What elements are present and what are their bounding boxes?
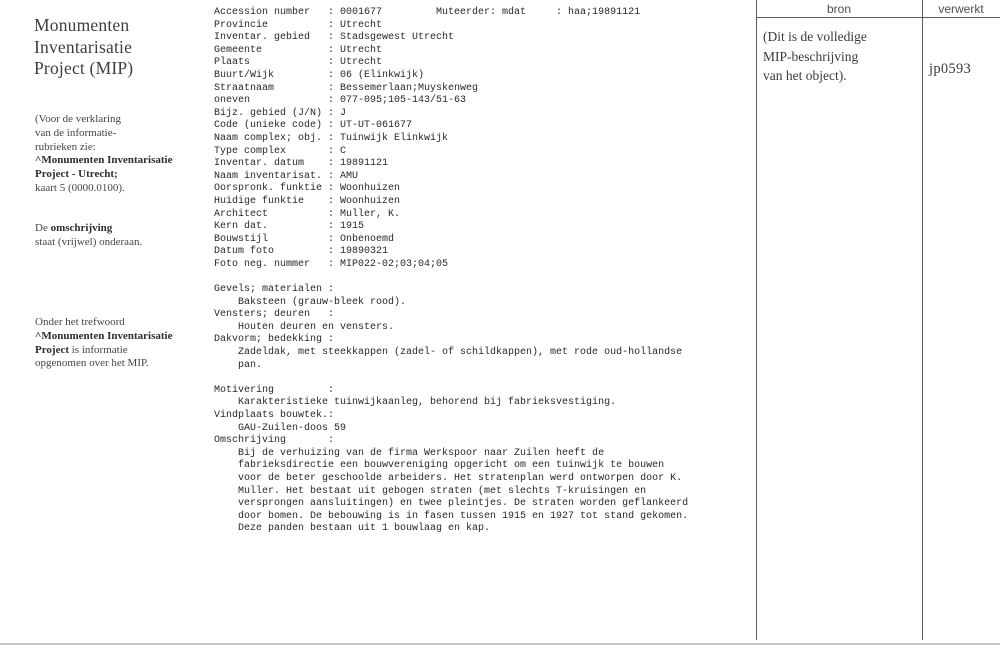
mip-title-line: Project (MIP) bbox=[34, 58, 134, 78]
keyword-note-bold-line: ^Monumenten Inventarisatie bbox=[35, 329, 173, 342]
bron-column-header: bron bbox=[826, 2, 852, 16]
typed-line: Inventar. datum : 19891121 bbox=[214, 158, 389, 170]
typed-line: GAU-Zuilen-doos 59 bbox=[214, 422, 347, 434]
typed-line: Kern dat. : 1915 bbox=[214, 221, 365, 233]
typed-line: Zadeldak, met steekkappen (zadel- of schildkappen), met rode oud-hollandse bbox=[214, 347, 683, 359]
typed-line: Provincie : Utrecht bbox=[214, 19, 383, 31]
typed-line: Houten deuren en vensters. bbox=[214, 321, 395, 333]
typed-line: fabrieksdirectie een bouwvereniging opgericht om een tuinwijk te bouwen bbox=[214, 460, 665, 472]
typed-line bbox=[214, 271, 734, 284]
typed-line: Bij de verhuizing van de firma Werkspoor naar Zuilen heeft de bbox=[214, 447, 605, 459]
mip-title-line: Inventarisatie bbox=[34, 36, 133, 57]
reference-note-line: (Voor de verklaring bbox=[35, 113, 121, 125]
typed-line: Gevels; materialen : bbox=[214, 284, 335, 296]
typed-line: Foto neg. nummer : MIP022-02;03;04;05 bbox=[214, 258, 449, 270]
typed-line: Vensters; deuren : bbox=[214, 309, 335, 321]
typed-line: Straatnaam : Bessemerlaan;Muyskenweg bbox=[214, 82, 479, 94]
reference-note bbox=[35, 113, 187, 196]
typed-line: Omschrijving : bbox=[214, 435, 335, 447]
typed-line: Plaats : Utrecht bbox=[214, 57, 383, 69]
reference-note-bold-line: Project - Utrecht; bbox=[35, 168, 118, 181]
description-note-line: De omschrijving bbox=[35, 222, 113, 234]
keyword-note-line: Project is informatie bbox=[35, 343, 128, 356]
typed-line: door bomen. De bebouwing is in fasen tussen 1915 en 1927 tot stand gekomen. bbox=[214, 510, 689, 522]
typed-line: Dakvorm; bedekking : bbox=[214, 334, 335, 346]
typed-line: voor de beter geschoolde arbeiders. Het stratenplan werd ontworpen door K. bbox=[214, 472, 683, 484]
bron-note-line: (Dit is de volledige bbox=[763, 29, 867, 44]
reference-note-line: rubrieken zie: bbox=[35, 140, 96, 153]
typed-line: Gemeente : Utrecht bbox=[214, 44, 383, 56]
description-note-line: staat (vrijwel) onderaan. bbox=[35, 235, 143, 248]
typed-line: oneven : 077-095;105-143/51-63 bbox=[214, 95, 467, 107]
page-bottom-scan-edge bbox=[0, 643, 1000, 645]
typed-line: Naam complex; obj. : Tuinwijk Elinkwijk bbox=[214, 132, 449, 144]
stamp-table-divider-rule bbox=[922, 0, 923, 640]
stamp-table-header-rule bbox=[756, 17, 1000, 18]
typed-line bbox=[214, 372, 734, 385]
typed-line: Architect : Muller, K. bbox=[214, 208, 401, 220]
typed-line: Huidige funktie : Woonhuizen bbox=[214, 195, 401, 207]
typed-line: pan. bbox=[214, 359, 263, 371]
typed-line: Inventar. gebied : Stadsgewest Utrecht bbox=[214, 32, 455, 44]
keyword-note-line: opgenomen over het MIP. bbox=[35, 357, 149, 370]
typed-line: Bijz. gebied (J/N) : J bbox=[214, 107, 347, 119]
typed-line: Deze panden bestaan uit 1 bouwlaag en kap. bbox=[214, 523, 491, 535]
bron-note bbox=[763, 27, 913, 86]
typed-line: Type complex : C bbox=[214, 145, 347, 157]
typed-record bbox=[214, 7, 734, 536]
typed-line: Accession number : 0001677 Muteerder: mdat : haa;19891121 bbox=[214, 7, 641, 18]
typed-line: Karakteristieke tuinwijkaanleg, behorend bij fabrieksvestiging. bbox=[214, 397, 617, 409]
bron-note-line: MIP-beschrijving bbox=[763, 48, 859, 64]
verwerkt-code: jp0593 bbox=[929, 61, 972, 77]
typed-line: Bouwstijl : Onbenoemd bbox=[214, 233, 395, 245]
typed-line: Datum foto : 19890321 bbox=[214, 246, 389, 258]
reference-note-bold-line: ^Monumenten Inventarisatie bbox=[35, 154, 173, 167]
typed-line: Oorspronk. funktie : Woonhuizen bbox=[214, 183, 401, 195]
mip-title-line: Monumenten bbox=[34, 15, 130, 35]
description-note bbox=[35, 222, 187, 250]
keyword-note bbox=[35, 316, 187, 371]
typed-line: versprongen aansluitingen) en twee pleintjes. De straten worden geflankeerd bbox=[214, 498, 689, 510]
typed-line: Baksteen (grauw-bleek rood). bbox=[214, 296, 407, 308]
keyword-note-line: Onder het trefwoord bbox=[35, 316, 125, 328]
bron-note-line: van het object). bbox=[763, 68, 847, 83]
typed-line: Motivering : bbox=[214, 384, 335, 396]
typed-line: Vindplaats bouwtek.: bbox=[214, 410, 335, 421]
reference-note-line: kaart 5 (0000.0100). bbox=[35, 181, 125, 194]
mip-title bbox=[34, 15, 133, 80]
typed-line: Buurt/Wijk : 06 (Elinkwijk) bbox=[214, 69, 425, 81]
stamp-table-left-rule bbox=[756, 0, 757, 640]
verwerkt-column-header: verwerkt bbox=[938, 2, 984, 16]
typed-line: Muller. Het bestaat uit gebogen straten (met slechts T-kruisingen en bbox=[214, 485, 647, 497]
reference-note-line: van de informatie- bbox=[35, 126, 117, 139]
typed-line: Code (unieke code) : UT-UT-061677 bbox=[214, 120, 413, 132]
typed-line: Naam inventarisat. : AMU bbox=[214, 170, 359, 182]
